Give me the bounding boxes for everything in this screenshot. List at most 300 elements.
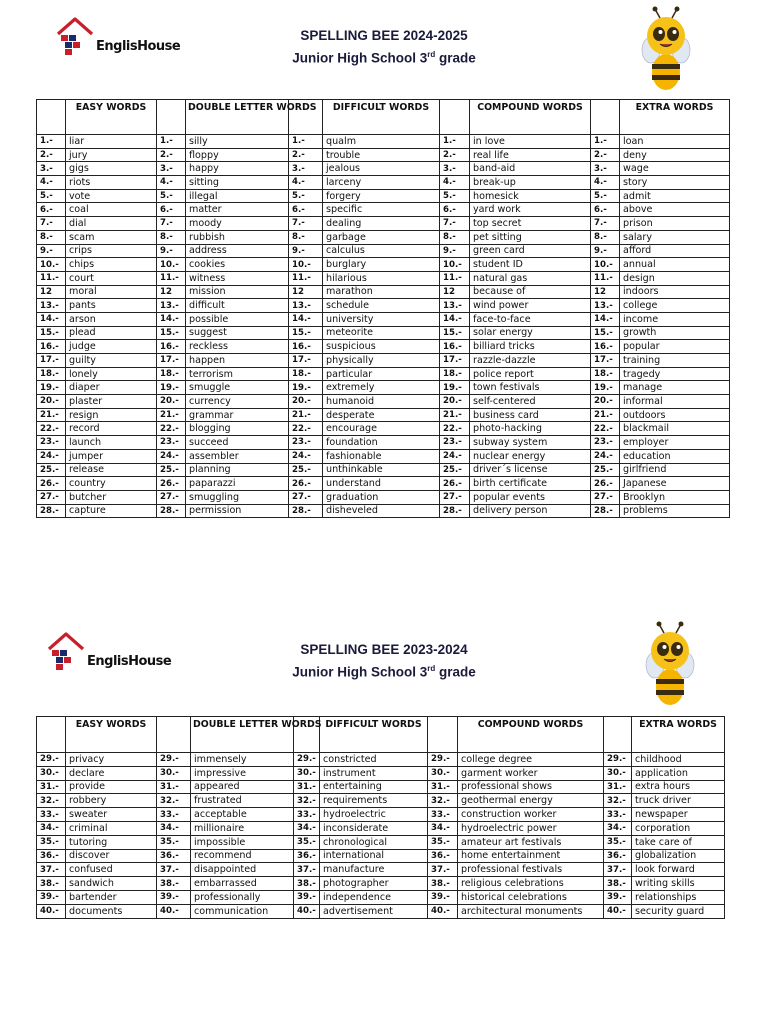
word-number: 33.-: [37, 808, 66, 822]
word-cell: understand: [323, 477, 440, 491]
table-row: [37, 449, 730, 463]
word-cell: nuclear energy: [470, 449, 591, 463]
word-number: 32.-: [428, 794, 458, 808]
word-cell: police report: [470, 367, 591, 381]
word-number: 10.-: [157, 258, 186, 272]
table-row: [37, 890, 725, 904]
word-cell: launch: [66, 436, 157, 450]
word-cell: story: [620, 176, 730, 190]
column-header: EXTRA WORDS: [620, 100, 730, 135]
table-row: [37, 285, 730, 299]
word-number: 30.-: [428, 766, 458, 780]
word-number: 26.-: [37, 477, 66, 491]
word-number: 15.-: [440, 326, 470, 340]
word-cell: robbery: [66, 794, 157, 808]
word-number: 31.-: [157, 780, 191, 794]
word-cell: address: [186, 244, 289, 258]
word-number: 24.-: [591, 449, 620, 463]
word-number: 26.-: [289, 477, 323, 491]
word-number: 28.-: [157, 504, 186, 518]
word-cell: driver´s license: [470, 463, 591, 477]
word-number: 18.-: [591, 367, 620, 381]
word-cell: break-up: [470, 176, 591, 190]
word-cell: requirements: [320, 794, 428, 808]
table-row: [37, 312, 730, 326]
word-cell: razzle-dazzle: [470, 354, 591, 368]
word-number: 31.-: [294, 780, 320, 794]
word-cell: take care of: [632, 835, 725, 849]
word-number: 28.-: [289, 504, 323, 518]
word-number: 27.-: [37, 490, 66, 504]
word-number: 6.-: [289, 203, 323, 217]
word-cell: country: [66, 477, 157, 491]
word-cell: Brooklyn: [620, 490, 730, 504]
table-row: [37, 367, 730, 381]
word-number: 20.-: [289, 395, 323, 409]
word-number: 4.-: [591, 176, 620, 190]
word-cell: garbage: [323, 230, 440, 244]
column-header: DIFFICULT WORDS: [320, 717, 428, 753]
word-number: 38.-: [157, 877, 191, 891]
word-number: 25.-: [289, 463, 323, 477]
word-cell: larceny: [323, 176, 440, 190]
word-number: 30.-: [37, 766, 66, 780]
word-number: 12: [37, 285, 66, 299]
word-cell: possible: [186, 312, 289, 326]
word-cell: university: [323, 312, 440, 326]
word-cell: lonely: [66, 367, 157, 381]
word-table-2024-2025: [36, 99, 730, 518]
word-cell: solar energy: [470, 326, 591, 340]
word-number: 27.-: [591, 490, 620, 504]
word-number: 9.-: [289, 244, 323, 258]
word-cell: annual: [620, 258, 730, 272]
word-cell: garment worker: [458, 766, 604, 780]
word-number: 37.-: [428, 863, 458, 877]
word-number: 1.-: [591, 135, 620, 149]
word-number: 3.-: [157, 162, 186, 176]
word-number: 29.-: [428, 753, 458, 767]
word-number: 34.-: [157, 821, 191, 835]
word-cell: happy: [186, 162, 289, 176]
column-header: EXTRA WORDS: [632, 717, 725, 753]
word-number: 26.-: [157, 477, 186, 491]
word-cell: guilty: [66, 354, 157, 368]
word-cell: blogging: [186, 422, 289, 436]
word-cell: sweater: [66, 808, 157, 822]
word-number: 38.-: [294, 877, 320, 891]
word-cell: student ID: [470, 258, 591, 272]
word-cell: application: [632, 766, 725, 780]
table-row: [37, 135, 730, 149]
word-number: 17.-: [157, 354, 186, 368]
word-number: 14.-: [289, 312, 323, 326]
word-cell: popular events: [470, 490, 591, 504]
word-cell: delivery person: [470, 504, 591, 518]
word-number: 10.-: [37, 258, 66, 272]
table-row: [37, 808, 725, 822]
table-row: [37, 821, 725, 835]
word-cell: globalization: [632, 849, 725, 863]
word-number: 35.-: [37, 835, 66, 849]
word-number: 11.-: [289, 271, 323, 285]
word-number: 16.-: [591, 340, 620, 354]
table-row: [37, 189, 730, 203]
table-header-row: [37, 100, 730, 135]
word-number: 12: [157, 285, 186, 299]
word-cell: forgery: [323, 189, 440, 203]
word-number: 40.-: [428, 904, 458, 918]
word-cell: unthinkable: [323, 463, 440, 477]
column-header: EASY WORDS: [66, 100, 157, 135]
word-number: 23.-: [37, 436, 66, 450]
word-number: 38.-: [428, 877, 458, 891]
bee-mascot-icon: [637, 621, 703, 709]
word-cell: smuggling: [186, 490, 289, 504]
word-number: 19.-: [289, 381, 323, 395]
column-header: DOUBLE LETTER WORDS: [191, 717, 294, 753]
word-number: 15.-: [289, 326, 323, 340]
word-number: 36.-: [157, 849, 191, 863]
table-row: [37, 299, 730, 313]
word-cell: confused: [66, 863, 157, 877]
table-row: [37, 490, 730, 504]
word-number: 39.-: [37, 890, 66, 904]
table-row: [37, 422, 730, 436]
word-number: 17.-: [440, 354, 470, 368]
word-number: 37.-: [604, 863, 632, 877]
word-number: 23.-: [591, 436, 620, 450]
word-number: 25.-: [440, 463, 470, 477]
word-cell: tragedy: [620, 367, 730, 381]
word-cell: release: [66, 463, 157, 477]
word-cell: childhood: [632, 753, 725, 767]
word-number: 32.-: [157, 794, 191, 808]
word-cell: home entertainment: [458, 849, 604, 863]
word-number: 24.-: [289, 449, 323, 463]
word-cell: resign: [66, 408, 157, 422]
word-cell: self-centered: [470, 395, 591, 409]
table-row: [37, 244, 730, 258]
word-cell: billiard tricks: [470, 340, 591, 354]
word-number: 40.-: [157, 904, 191, 918]
word-number: 30.-: [157, 766, 191, 780]
word-number: 34.-: [294, 821, 320, 835]
word-number: 14.-: [591, 312, 620, 326]
word-cell: judge: [66, 340, 157, 354]
word-number: 20.-: [37, 395, 66, 409]
word-cell: suggest: [186, 326, 289, 340]
word-cell: band-aid: [470, 162, 591, 176]
word-cell: witness: [186, 271, 289, 285]
word-cell: photo-hacking: [470, 422, 591, 436]
word-cell: diaper: [66, 381, 157, 395]
table-row: [37, 203, 730, 217]
word-cell: extra hours: [632, 780, 725, 794]
page-subtitle: Junior High School 3rd grade: [292, 664, 476, 680]
word-number: 25.-: [157, 463, 186, 477]
word-number: 38.-: [37, 877, 66, 891]
word-cell: marathon: [323, 285, 440, 299]
word-cell: in love: [470, 135, 591, 149]
bee-mascot-icon: [633, 6, 699, 94]
table-row: [37, 326, 730, 340]
word-cell: physically: [323, 354, 440, 368]
word-number: 11.-: [37, 271, 66, 285]
word-cell: plead: [66, 326, 157, 340]
word-number: 18.-: [440, 367, 470, 381]
word-number: 2.-: [37, 148, 66, 162]
word-number: 2.-: [289, 148, 323, 162]
word-number: 5.-: [157, 189, 186, 203]
word-number: 4.-: [37, 176, 66, 190]
word-cell: manufacture: [320, 863, 428, 877]
word-number: 9.-: [157, 244, 186, 258]
word-number: 15.-: [591, 326, 620, 340]
table-row: [37, 354, 730, 368]
word-number: 10.-: [440, 258, 470, 272]
word-number: 14.-: [37, 312, 66, 326]
word-cell: problems: [620, 504, 730, 518]
word-cell: provide: [66, 780, 157, 794]
word-number: 7.-: [591, 217, 620, 231]
page-title: SPELLING BEE 2023-2024: [300, 642, 468, 657]
word-cell: recommend: [191, 849, 294, 863]
word-number: 19.-: [591, 381, 620, 395]
word-cell: amateur art festivals: [458, 835, 604, 849]
word-number: 32.-: [37, 794, 66, 808]
word-cell: sandwich: [66, 877, 157, 891]
word-number: 12: [440, 285, 470, 299]
word-number: 40.-: [37, 904, 66, 918]
table-row: [37, 849, 725, 863]
word-cell: independence: [320, 890, 428, 904]
word-cell: above: [620, 203, 730, 217]
word-cell: writing skills: [632, 877, 725, 891]
word-cell: graduation: [323, 490, 440, 504]
word-cell: riots: [66, 176, 157, 190]
word-cell: humanoid: [323, 395, 440, 409]
word-number: 33.-: [157, 808, 191, 822]
word-cell: business card: [470, 408, 591, 422]
word-number: 21.-: [440, 408, 470, 422]
word-cell: pet sitting: [470, 230, 591, 244]
word-number: 18.-: [37, 367, 66, 381]
word-cell: silly: [186, 135, 289, 149]
word-number: 39.-: [604, 890, 632, 904]
word-number: 15.-: [157, 326, 186, 340]
word-cell: terrorism: [186, 367, 289, 381]
word-number: 3.-: [591, 162, 620, 176]
word-number: 29.-: [157, 753, 191, 767]
word-number: 33.-: [604, 808, 632, 822]
word-number: 29.-: [37, 753, 66, 767]
table-row: [37, 504, 730, 518]
table-row: [37, 477, 730, 491]
table-row: [37, 340, 730, 354]
word-cell: embarrassed: [191, 877, 294, 891]
word-cell: foundation: [323, 436, 440, 450]
word-cell: immensely: [191, 753, 294, 767]
word-number: 32.-: [294, 794, 320, 808]
table-row: [37, 176, 730, 190]
word-cell: wage: [620, 162, 730, 176]
word-cell: professional festivals: [458, 863, 604, 877]
word-cell: growth: [620, 326, 730, 340]
word-cell: succeed: [186, 436, 289, 450]
word-cell: frustrated: [191, 794, 294, 808]
word-number: 26.-: [440, 477, 470, 491]
word-number: 23.-: [440, 436, 470, 450]
word-number: 37.-: [294, 863, 320, 877]
word-number: 27.-: [289, 490, 323, 504]
word-number: 13.-: [591, 299, 620, 313]
table-row: [37, 148, 730, 162]
word-cell: documents: [66, 904, 157, 918]
word-number: 5.-: [289, 189, 323, 203]
word-number: 33.-: [294, 808, 320, 822]
word-cell: jumper: [66, 449, 157, 463]
table-row: [37, 217, 730, 231]
word-cell: currency: [186, 395, 289, 409]
table-row: [37, 463, 730, 477]
word-number: 7.-: [440, 217, 470, 231]
word-number: 3.-: [37, 162, 66, 176]
word-number: 1.-: [289, 135, 323, 149]
word-number: 9.-: [591, 244, 620, 258]
word-number: 21.-: [37, 408, 66, 422]
word-number: 19.-: [157, 381, 186, 395]
word-number: 6.-: [440, 203, 470, 217]
word-cell: wind power: [470, 299, 591, 313]
word-number: 7.-: [157, 217, 186, 231]
page-title: SPELLING BEE 2024-2025: [300, 28, 468, 43]
word-number: 5.-: [37, 189, 66, 203]
word-cell: arson: [66, 312, 157, 326]
word-number: 22.-: [591, 422, 620, 436]
word-number: 13.-: [289, 299, 323, 313]
word-cell: illegal: [186, 189, 289, 203]
word-number: 11.-: [591, 271, 620, 285]
word-cell: crips: [66, 244, 157, 258]
word-cell: privacy: [66, 753, 157, 767]
word-cell: afford: [620, 244, 730, 258]
word-number: 38.-: [604, 877, 632, 891]
word-number: 34.-: [37, 821, 66, 835]
word-cell: mission: [186, 285, 289, 299]
word-cell: planning: [186, 463, 289, 477]
word-cell: calculus: [323, 244, 440, 258]
word-number: 8.-: [440, 230, 470, 244]
word-cell: burglary: [323, 258, 440, 272]
word-number: 27.-: [440, 490, 470, 504]
word-number: 6.-: [37, 203, 66, 217]
word-cell: informal: [620, 395, 730, 409]
word-cell: religious celebrations: [458, 877, 604, 891]
word-number: 31.-: [604, 780, 632, 794]
word-number: 37.-: [37, 863, 66, 877]
word-cell: dealing: [323, 217, 440, 231]
word-cell: particular: [323, 367, 440, 381]
table-row: [37, 258, 730, 272]
logo-text: EnglisHouse: [96, 39, 181, 54]
word-cell: professionally: [191, 890, 294, 904]
word-cell: professional shows: [458, 780, 604, 794]
word-number: 4.-: [157, 176, 186, 190]
word-number: 16.-: [440, 340, 470, 354]
word-cell: reckless: [186, 340, 289, 354]
word-cell: historical celebrations: [458, 890, 604, 904]
word-number: 10.-: [289, 258, 323, 272]
word-cell: paparazzi: [186, 477, 289, 491]
word-number: 20.-: [440, 395, 470, 409]
word-number: 11.-: [157, 271, 186, 285]
word-number: 28.-: [440, 504, 470, 518]
column-header: COMPOUND WORDS: [470, 100, 591, 135]
word-number: 26.-: [591, 477, 620, 491]
word-cell: design: [620, 271, 730, 285]
word-cell: qualm: [323, 135, 440, 149]
word-number: 1.-: [440, 135, 470, 149]
word-number: 35.-: [604, 835, 632, 849]
word-number: 2.-: [591, 148, 620, 162]
word-number: 21.-: [157, 408, 186, 422]
word-cell: moody: [186, 217, 289, 231]
table-row: [37, 436, 730, 450]
word-number: 33.-: [428, 808, 458, 822]
word-cell: liar: [66, 135, 157, 149]
word-number: 36.-: [604, 849, 632, 863]
word-cell: trouble: [323, 148, 440, 162]
word-number: 7.-: [37, 217, 66, 231]
word-number: 23.-: [157, 436, 186, 450]
table-row: [37, 794, 725, 808]
word-number: 9.-: [440, 244, 470, 258]
word-number: 27.-: [157, 490, 186, 504]
word-number: 14.-: [440, 312, 470, 326]
word-cell: yard work: [470, 203, 591, 217]
table-row: [37, 753, 725, 767]
word-cell: birth certificate: [470, 477, 591, 491]
word-number: 8.-: [591, 230, 620, 244]
word-cell: salary: [620, 230, 730, 244]
word-cell: inconsiderate: [320, 821, 428, 835]
word-cell: chips: [66, 258, 157, 272]
word-number: 18.-: [289, 367, 323, 381]
table-row: [37, 877, 725, 891]
word-number: 7.-: [289, 217, 323, 231]
word-cell: employer: [620, 436, 730, 450]
word-number: 34.-: [428, 821, 458, 835]
word-cell: college degree: [458, 753, 604, 767]
word-number: 20.-: [591, 395, 620, 409]
word-cell: subway system: [470, 436, 591, 450]
word-cell: hydroelectric power: [458, 821, 604, 835]
word-number: 22.-: [289, 422, 323, 436]
table-row: [37, 395, 730, 409]
word-number: 8.-: [157, 230, 186, 244]
word-number: 22.-: [440, 422, 470, 436]
word-number: 17.-: [37, 354, 66, 368]
word-cell: acceptable: [191, 808, 294, 822]
word-number: 8.-: [289, 230, 323, 244]
page-subtitle: Junior High School 3rd grade: [292, 50, 476, 66]
word-cell: court: [66, 271, 157, 285]
word-number: 35.-: [157, 835, 191, 849]
word-number: 28.-: [37, 504, 66, 518]
word-cell: construction worker: [458, 808, 604, 822]
word-cell: declare: [66, 766, 157, 780]
